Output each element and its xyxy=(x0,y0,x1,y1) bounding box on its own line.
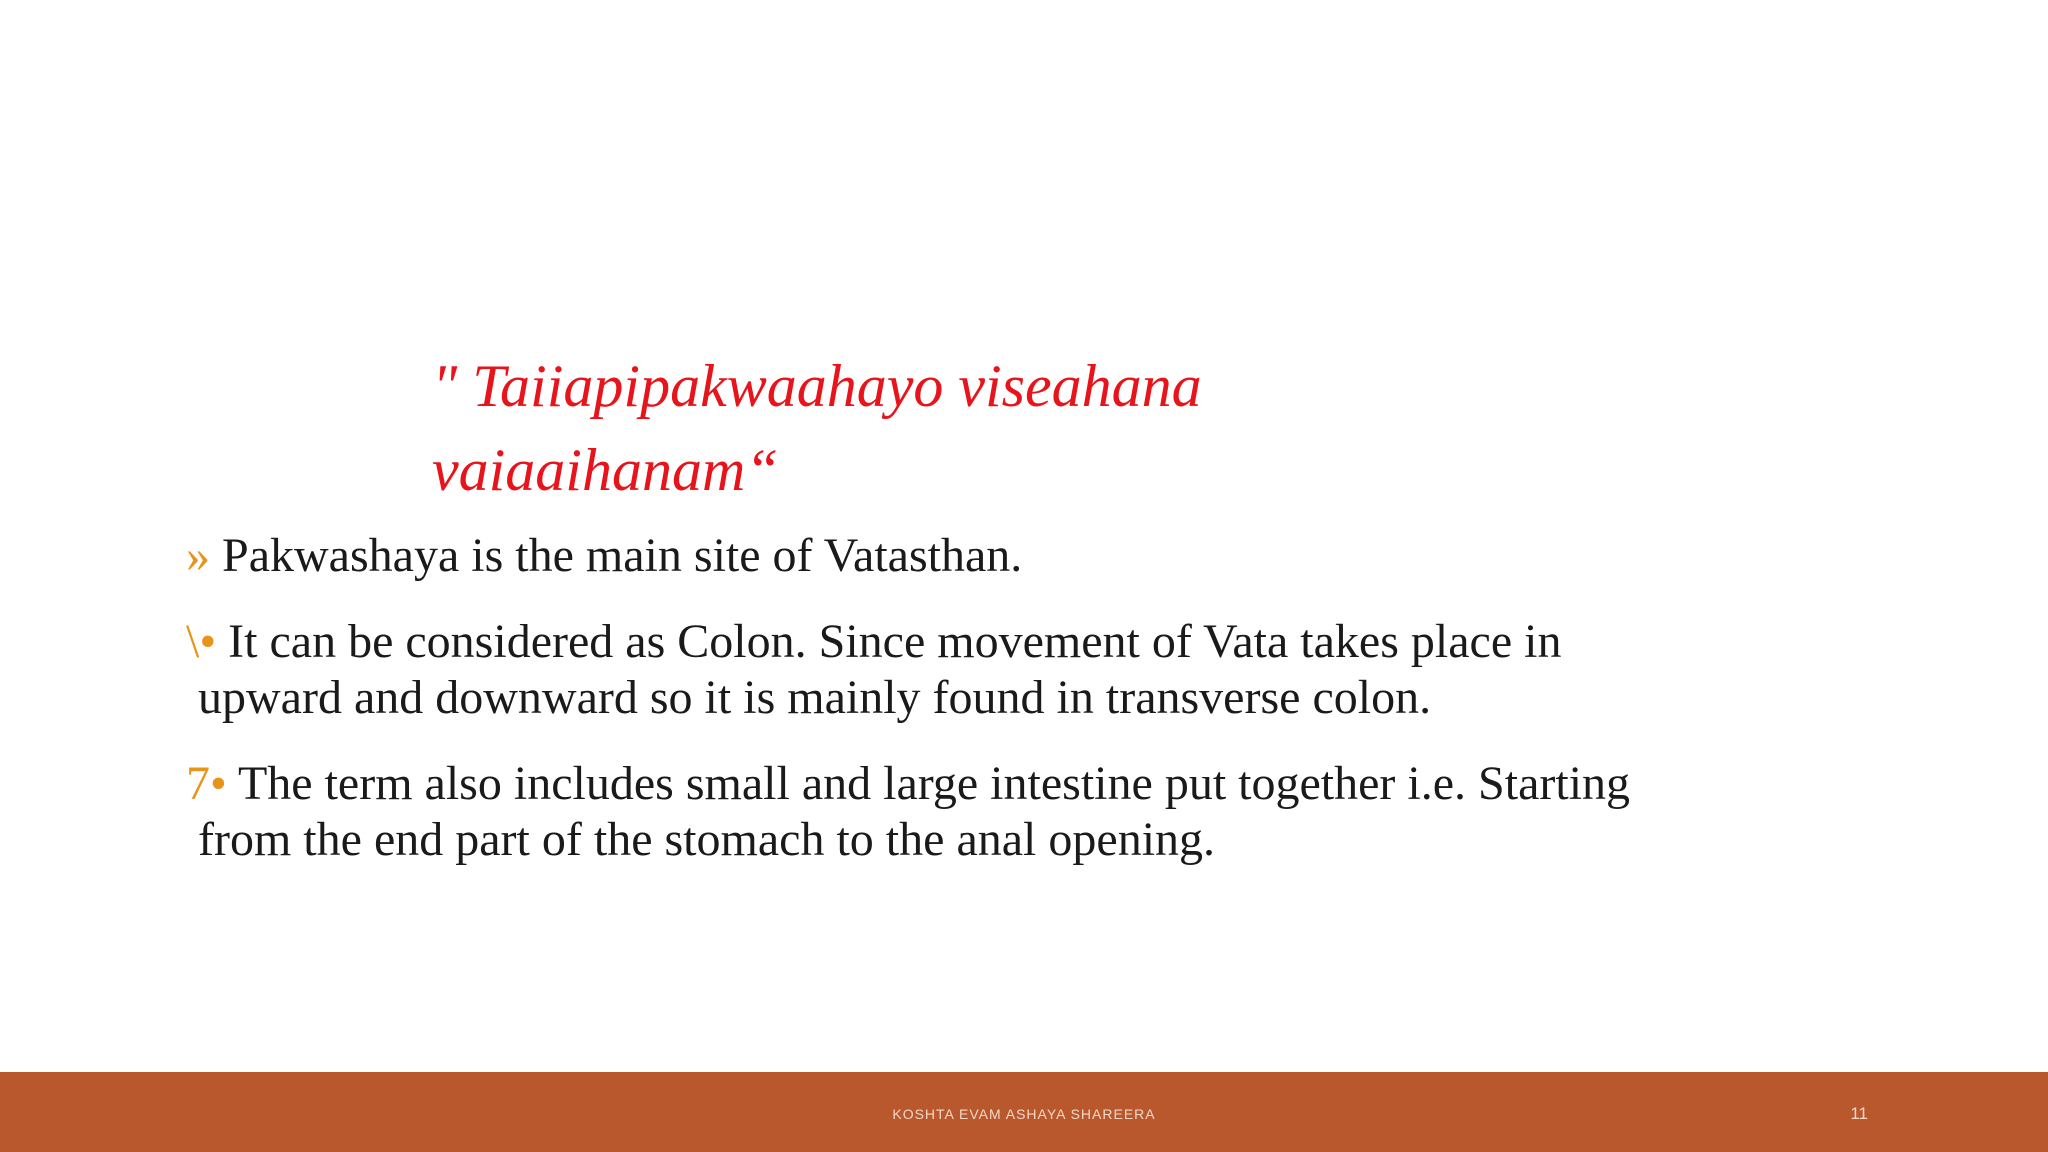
quote-line-2: vaiaaihanam“ xyxy=(432,437,779,503)
page-number: 11 xyxy=(1850,1104,1868,1123)
bullet-marker: 7• xyxy=(186,757,227,810)
bullet-marker: \• xyxy=(186,615,217,668)
sanskrit-quote xyxy=(432,344,1432,512)
bullet-marker: » xyxy=(186,529,210,582)
bullet-text-line-2: from the end part of the stomach to the anal opening. xyxy=(198,813,1216,866)
quote-line-1: " Taiiapipakwaahayo viseahana xyxy=(432,353,1202,419)
footer-bar xyxy=(0,1072,2048,1152)
bullet-text-line-1: Pakwashaya is the main site of Vatasthan. xyxy=(222,529,1023,582)
bullet-list xyxy=(186,528,1806,898)
bullet-item-1 xyxy=(186,528,1806,584)
bullet-text-line-2: upward and downward so it is mainly found in transverse colon. xyxy=(198,671,1432,724)
bullet-text-line-1: It can be considered as Colon. Since movement of Vata takes place in xyxy=(228,615,1562,668)
bullet-text-line-1: The term also includes small and large intestine put together i.e. Starting xyxy=(237,757,1631,810)
footer-title: KOSHTA EVAM ASHAYA SHAREERA xyxy=(892,1106,1156,1122)
bullet-item-3 xyxy=(186,756,1806,868)
bullet-item-2 xyxy=(186,614,1806,726)
